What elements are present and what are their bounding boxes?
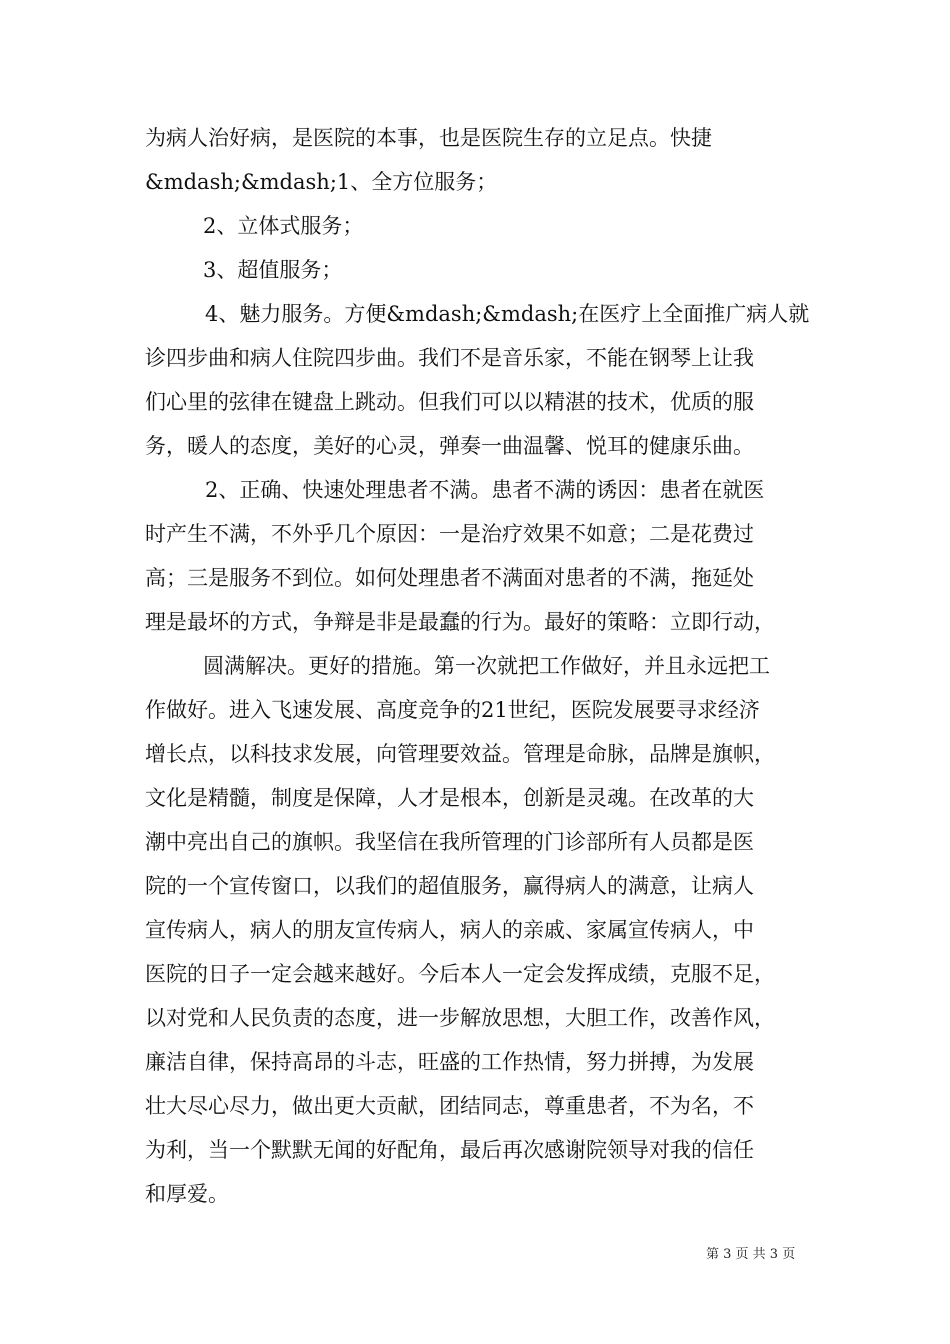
text-line: 廉洁自律，保持高昂的斗志，旺盛的工作热情，努力拼搏，为发展 <box>145 1050 754 1074</box>
text-line: 们心里的弦律在键盘上跳动。但我们可以以精湛的技术，优质的服 <box>145 390 754 414</box>
text-line: 高；三是服务不到位。如何处理患者不满面对患者的不满，拖延处 <box>145 566 754 590</box>
text-line: 以对党和人民负责的态度，进一步解放思想，大胆工作，改善作风， <box>145 1006 775 1030</box>
text-line: 2、立体式服务； <box>203 214 364 238</box>
text-line: 作做好。进入飞速发展、高度竞争的21世纪，医院发展要寻求经济 <box>145 698 760 722</box>
body-text <box>145 116 820 1216</box>
text-line: 4、魅力服务。方便&mdash;&mdash;在医疗上全面推广病人就 <box>205 302 810 326</box>
text-line: 文化是精髓，制度是保障，人才是根本，创新是灵魂。在改革的大 <box>145 786 754 810</box>
text-line: 务，暖人的态度，美好的心灵，弹奏一曲温馨、悦耳的健康乐曲。 <box>145 434 754 458</box>
text-line: 壮大尽心尽力，做出更大贡献，团结同志，尊重患者，不为名，不 <box>145 1094 754 1118</box>
text-line: 圆满解决。更好的措施。第一次就把工作做好，并且永远把工 <box>203 654 770 678</box>
text-line: 理是最坏的方式，争辩是非是最蠢的行为。最好的策略：立即行动， <box>145 610 775 634</box>
text-line: 诊四步曲和病人住院四步曲。我们不是音乐家，不能在钢琴上让我 <box>145 346 754 370</box>
text-line: 2、正确、快速处理患者不满。患者不满的诱因：患者在就医 <box>205 478 765 502</box>
text-line: 为病人治好病，是医院的本事，也是医院生存的立足点。快捷 <box>145 126 712 150</box>
text-line: 增长点，以科技求发展，向管理要效益。管理是命脉，品牌是旗帜， <box>145 742 775 766</box>
page-number-footer: 第 3 页 共 3 页 <box>706 1247 796 1262</box>
text-line: 为利，当一个默默无闻的好配角，最后再次感谢院领导对我的信任 <box>145 1138 754 1162</box>
text-line: 医院的日子一定会越来越好。今后本人一定会发挥成绩，克服不足， <box>145 962 775 986</box>
text-line: 潮中亮出自己的旗帜。我坚信在我所管理的门诊部所有人员都是医 <box>145 830 754 854</box>
text-line: 宣传病人，病人的朋友宣传病人，病人的亲戚、家属宣传病人，中 <box>145 918 754 942</box>
text-line: 院的一个宣传窗口，以我们的超值服务，赢得病人的满意，让病人 <box>145 874 754 898</box>
text-line: 3、超值服务； <box>203 258 343 282</box>
text-line: &mdash;&mdash;1、全方位服务； <box>145 170 498 194</box>
text-line: 时产生不满，不外乎几个原因：一是治疗效果不如意；二是花费过 <box>145 522 754 546</box>
text-line: 和厚爱。 <box>145 1182 229 1206</box>
